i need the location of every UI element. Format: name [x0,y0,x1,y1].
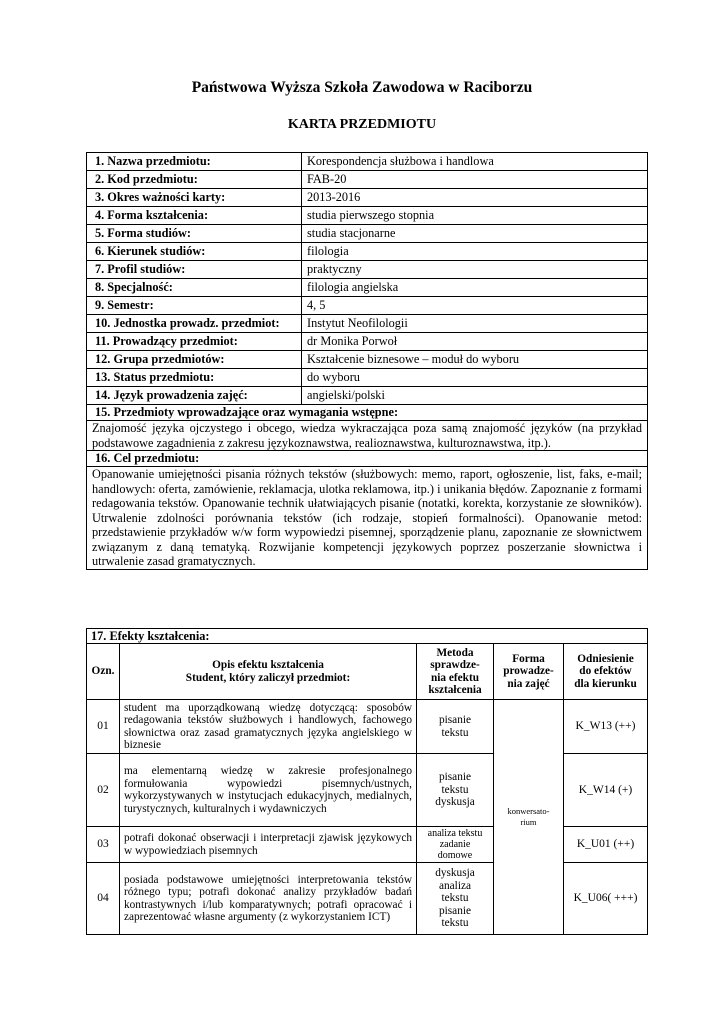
outcome-method [417,754,494,827]
column-header-form [494,644,564,700]
column-header-method-line: kształcenia [428,684,482,696]
outcome-method-line: pisanie [439,771,471,784]
teaching-form [494,700,564,935]
outcomes-title-row [87,629,648,644]
info-value: angielski/polski [302,387,648,405]
goal-heading: 16. Cel przedmiotu: [87,451,648,467]
outcomes-header-row [87,644,648,700]
info-label: 1. Nazwa przedmiotu: [87,153,302,171]
info-row [87,207,648,225]
outcome-description: posiada podstawowe umiejętności interpretowania tekstów różnego typu; potrafi dokonać analizy przykładów badań kontrastywnych i/lub komparatywnych; potrafi opracować i zaprezentować własne argumenty (z wykorzystaniem ICT) [120,863,417,935]
info-row [87,171,648,189]
info-label: 14. Język prowadzenia zajęć: [87,387,302,405]
teaching-form-line: rium [520,817,537,827]
outcome-method [417,827,494,863]
outcome-reference: K_U06( +++) [564,863,648,935]
column-header-num: Ozn. [87,644,120,700]
outcome-method-line: tekstu [441,726,469,739]
info-label: 7. Profil studiów: [87,261,302,279]
outcome-method [417,863,494,935]
outcomes-heading: 17. Efekty kształcenia: [87,629,648,644]
info-value: 4, 5 [302,297,648,315]
table-row [87,754,648,827]
column-header-method [417,644,494,700]
column-header-form-line: nia zajęć [507,677,550,690]
course-info-table [86,152,648,570]
info-value: Instytut Neofilologii [302,315,648,333]
column-header-description [120,644,417,700]
column-header-method-line: nia efektu [430,671,479,684]
outcome-method-line: pisanie [439,714,471,726]
outcome-reference: K_W13 (++) [564,700,648,754]
column-header-method-line: sprawdze- [430,659,480,671]
info-value: praktyczny [302,261,648,279]
outcome-method-line: pisanie [439,904,471,917]
table-row [87,827,648,863]
info-label: 9. Semestr: [87,297,302,315]
info-row [87,189,648,207]
outcome-method-line: zadanie [439,839,471,850]
info-label: 4. Forma kształcenia: [87,207,302,225]
university-name: Państwowa Wyższa Szkoła Zawodowa w Raciborzu [191,79,533,96]
outcome-description: student ma uporządkowaną wiedzę dotyczącą: sposobów redagowania tekstów służbowych i handlowych, fachowego słownictwa oraz zasad gramatycznych języka angielskiego w biznesie [120,700,417,754]
outcome-description: potrafi dokonać obserwacji i interpretacji zjawisk językowych w wypowiedziach pisemnych [120,827,417,863]
goal-text: Opanowanie umiejętności pisania różnych tekstów (służbowych: memo, raport, ogłoszenie, list, faks, e-mail; handlowych: oferta, zamówienie, reklamacja, ulotka reklamowa, itp.) i unikania błędów. Zapoznanie z formami redagowania tekstów. Opanowanie technik ułatwiających pisanie (notatki, korekta, korzystanie ze słowników). Utrwalenie zdolności porównania tekstów (ich rodzaje, stopień formalności). Opanowanie metod: przedstawienie przykładów w/w form wypowiedzi pisemnej, sporządzenie planu, zapoznanie ze słownictwem związanym z daną tematyką. Rozwijanie kompetencji językowych poprzez poszerzanie słownictwa i utrwalenie zasad gramatycznych. [87,467,648,570]
learning-outcomes-table [86,628,648,935]
info-label: 5. Forma studiów: [87,225,302,243]
column-header-form-line: prowadze- [503,665,554,678]
outcome-method-line: analiza [439,879,471,892]
outcome-method [417,700,494,754]
outcome-method-line: dyskusja [435,796,475,809]
column-header-description-line: Student, który zaliczył przedmiot: [185,671,351,684]
outcome-method-line: analiza tekstu [427,828,483,839]
info-value: FAB-20 [302,171,648,189]
outcome-method-line: dyskusja [435,867,475,880]
table-row [87,700,648,754]
outcome-number: 03 [87,827,120,863]
goal-text-row [87,467,648,570]
info-label: 6. Kierunek studiów: [87,243,302,261]
prerequisites-heading: 15. Przedmioty wprowadzające oraz wymagania wstępne: [87,405,648,421]
info-value: dr Monika Porwoł [302,333,648,351]
outcome-method-line: tekstu [441,917,469,930]
info-row [87,153,648,171]
column-header-reference-line: dla kierunku [574,677,637,690]
column-header-reference [564,644,648,700]
outcome-method-line: domowe [437,850,473,861]
info-row [87,387,648,405]
table-row [87,863,648,935]
column-header-method-line: Metoda [436,646,474,659]
outcome-description: ma elementarną wiedzę w zakresie profesjonalnego formułowania wypowiedzi pisemnych/ustnych, wykorzystywanych w instytucjach edukacyjnych, medialnych, turystycznych, kulturalnych i wydawniczych [120,754,417,827]
outcome-method-line: tekstu [441,783,469,796]
goal-heading-row [87,451,648,467]
info-label: 13. Status przedmiotu: [87,369,302,387]
outcome-number: 01 [87,700,120,754]
info-value: do wyboru [302,369,648,387]
info-value: 2013-2016 [302,189,648,207]
teaching-form-line: konwersato- [507,806,550,816]
column-header-reference-line: Odniesienie [577,652,634,665]
info-row [87,279,648,297]
info-row [87,351,648,369]
info-row [87,315,648,333]
info-label: 2. Kod przedmiotu: [87,171,302,189]
info-label: 8. Specjalność: [87,279,302,297]
info-label: 3. Okres ważności karty: [87,189,302,207]
info-label: 10. Jednostka prowadz. przedmiot: [87,315,302,333]
info-row [87,333,648,351]
info-row [87,261,648,279]
info-value: studia pierwszego stopnia [302,207,648,225]
prerequisites-text-row [87,421,648,451]
prerequisites-text: Znajomość języka ojczystego i obcego, wiedza wykraczająca poza samą znajomość języków (na przykład podstawowe zagadnienia z zakresu językoznawstwa, realioznawstwa, kulturoznawstwa, itp.). [87,421,648,451]
column-header-description-line: Opis efektu kształcenia [212,659,324,671]
outcome-reference: K_W14 (+) [564,754,648,827]
info-value: Korespondencja służbowa i handlowa [302,153,648,171]
info-label: 11. Prowadzący przedmiot: [87,333,302,351]
info-value: Kształcenie biznesowe – moduł do wyboru [302,351,648,369]
outcome-number: 02 [87,754,120,827]
outcome-reference: K_U01 (++) [564,827,648,863]
info-label: 12. Grupa przedmiotów: [87,351,302,369]
column-header-form-line: Forma [512,652,545,665]
document-title: KARTA PRZEDMIOTU [287,117,437,132]
prerequisites-heading-row [87,405,648,421]
column-header-reference-line: do efektów [579,665,632,678]
info-value: filologia angielska [302,279,648,297]
info-row [87,225,648,243]
info-row [87,297,648,315]
outcome-method-line: tekstu [441,892,469,905]
info-row [87,243,648,261]
info-value: filologia [302,243,648,261]
outcome-number: 04 [87,863,120,935]
info-row [87,369,648,387]
info-value: studia stacjonarne [302,225,648,243]
